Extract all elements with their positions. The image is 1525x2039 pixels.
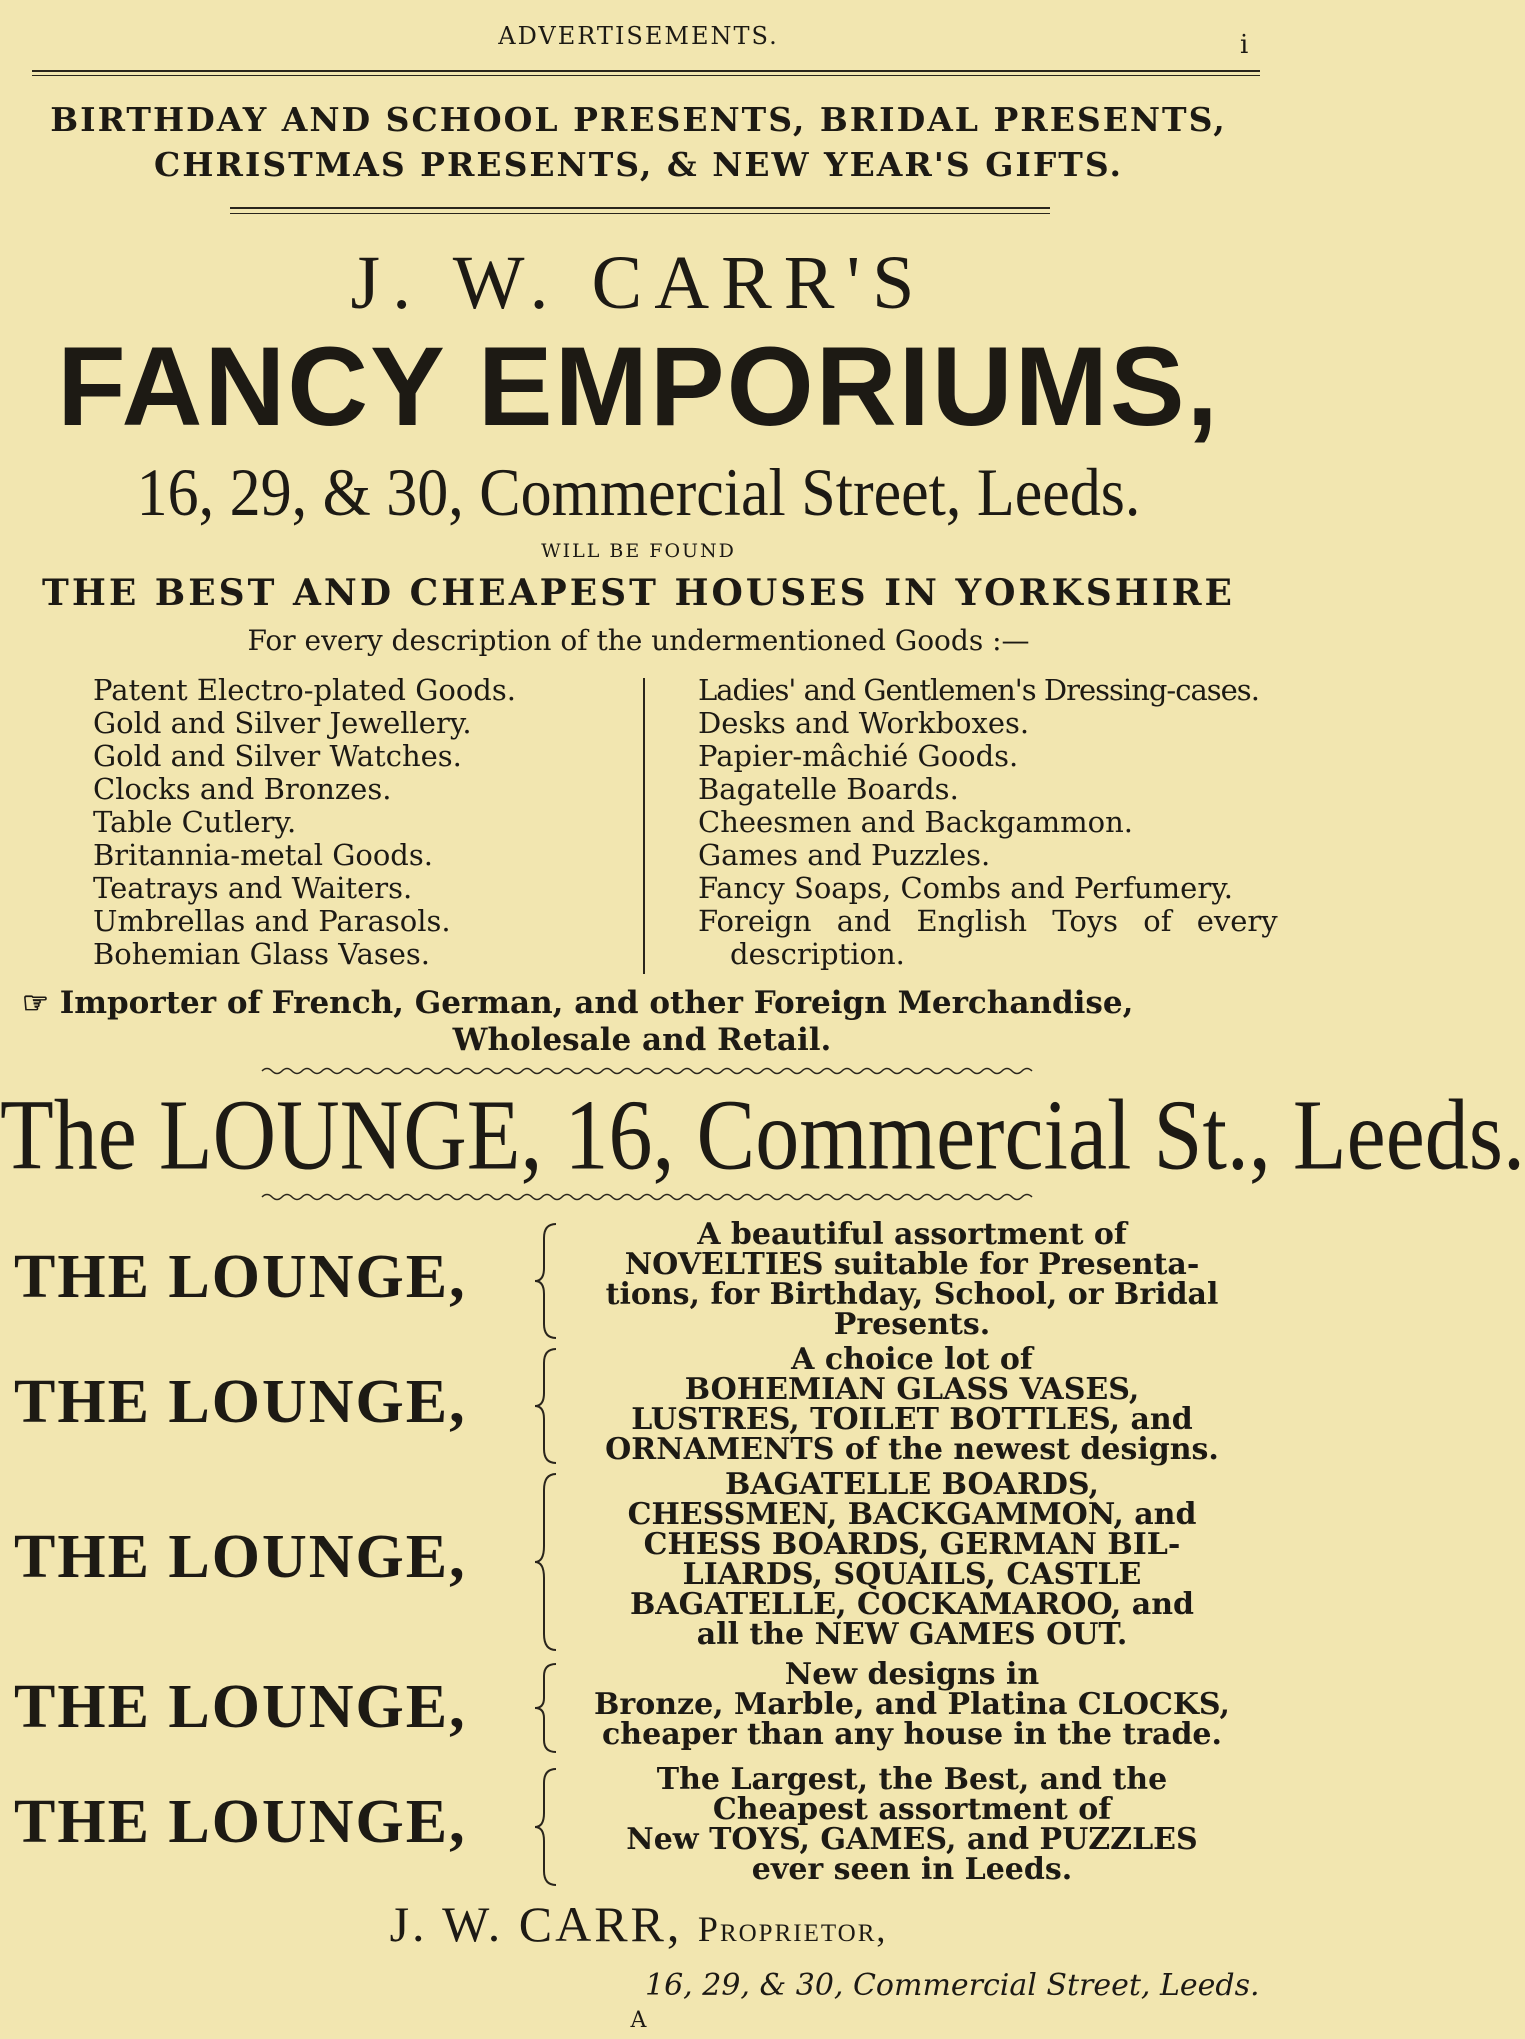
importer-line-2: Wholesale and Retail. <box>452 1022 832 1058</box>
emporium-title: FANCY EMPORIUMS, <box>57 324 1220 449</box>
curly-brace <box>532 1767 560 1887</box>
lounge-line: LUSTRES, TOILET BOTTLES, and <box>631 1402 1193 1437</box>
lounge-row <box>14 1657 1264 1755</box>
goods-item: Foreign and English Toys of every <box>698 904 1278 938</box>
lounge-line: NOVELTIES suitable for Presenta- <box>624 1247 1200 1282</box>
lounge-line: New designs in <box>784 1657 1040 1692</box>
lounge-line: tions, for Birthday, School, or Bridal <box>605 1277 1219 1312</box>
importer-notice <box>22 985 1262 1058</box>
goods-item: Britannia-metal Goods. <box>93 838 433 872</box>
goods-list-right <box>698 673 1278 971</box>
lounge-row <box>14 1217 1264 1342</box>
lounge-line: BAGATELLE, COCKAMAROO, and <box>629 1587 1195 1622</box>
lounge-line: BOHEMIAN GLASS VASES, <box>684 1372 1140 1407</box>
curly-brace <box>532 1472 560 1652</box>
lounge-line: LIARDS, SQUAILS, CASTLE <box>682 1557 1142 1592</box>
goods-item: description. <box>730 937 905 971</box>
banner-rule-thin <box>230 213 1050 214</box>
goods-column-divider <box>643 678 645 974</box>
wavy-rule-top <box>262 1066 1032 1076</box>
lounge-label: THE LOUNGE, <box>14 1788 467 1856</box>
goods-item: Table Cutlery. <box>93 805 297 839</box>
lounge-line: BAGATELLE BOARDS, <box>725 1467 1099 1502</box>
proprietor-title: J. W. CARR'S <box>350 241 927 325</box>
goods-item: Gold and Silver Watches. <box>93 739 462 773</box>
lounge-description <box>562 1217 1262 1342</box>
footer-proprietor <box>0 1895 1277 1953</box>
goods-item: Gold and Silver Jewellery. <box>93 706 472 740</box>
lounge-description <box>562 1657 1262 1752</box>
signature-mark: A <box>630 2008 647 2033</box>
banner-line-1: BIRTHDAY AND SCHOOL PRESENTS, BRIDAL PRESENTS, <box>50 100 1227 139</box>
goods-item: Bagatelle Boards. <box>698 772 959 806</box>
best-houses-line: THE BEST AND CHEAPEST HOUSES IN YORKSHIRE <box>42 572 1235 614</box>
goods-item: Cheesmen and Backgammon. <box>698 805 1133 839</box>
lounge-line: A beautiful assortment of <box>697 1217 1127 1252</box>
goods-item: Fancy Soaps, Combs and Perfumery. <box>698 871 1233 905</box>
lounge-label: THE LOUNGE, <box>14 1243 467 1311</box>
pointing-hand-icon: ☞ <box>22 986 49 1021</box>
goods-item: Umbrellas and Parasols. <box>93 904 451 938</box>
lounge-line: all the NEW GAMES OUT. <box>696 1617 1128 1652</box>
importer-line-1: Importer of French, German, and other Foreign Merchandise, <box>59 985 1134 1021</box>
lounge-description <box>562 1762 1262 1887</box>
lounge-line: The Largest, the Best, and the <box>656 1762 1168 1797</box>
lounge-line: New TOYS, GAMES, and PUZZLES <box>626 1822 1198 1857</box>
lounge-row <box>14 1342 1264 1467</box>
goods-item: Desks and Workboxes. <box>698 706 1030 740</box>
footer-role: Proprietor, <box>697 1909 888 1949</box>
head-rule <box>32 70 1260 72</box>
lounge-line: ever seen in Leeds. <box>751 1852 1073 1887</box>
goods-item: Clocks and Bronzes. <box>93 772 392 806</box>
curly-brace <box>532 1222 560 1340</box>
lounge-line: Cheapest assortment of <box>712 1792 1112 1827</box>
goods-item: Ladies' and Gentlemen's Dressing-cases. <box>698 673 1259 707</box>
goods-item: Bohemian Glass Vases. <box>93 937 430 971</box>
lounge-line: Bronze, Marble, and Platina CLOCKS, <box>594 1687 1230 1722</box>
lounge-line: Presents. <box>833 1307 991 1342</box>
lounge-label: THE LOUNGE, <box>14 1673 467 1741</box>
wavy-rule-bottom <box>262 1192 1032 1202</box>
goods-item: Teatrays and Waiters. <box>93 871 413 905</box>
goods-intro-line: For every description of the undermentioned Goods :— <box>247 624 1030 657</box>
page-number: i <box>1240 30 1249 60</box>
curly-brace <box>532 1662 560 1754</box>
footer-address: 16, 29, & 30, Commercial Street, Leeds. <box>645 1968 1260 2003</box>
lounge-line: cheaper than any house in the trade. <box>602 1717 1222 1752</box>
goods-item: Games and Puzzles. <box>698 838 991 872</box>
lounge-row <box>14 1762 1264 1890</box>
goods-item: Papier-mâchié Goods. <box>698 739 1019 773</box>
lounge-row <box>14 1467 1264 1655</box>
lounge-description <box>562 1342 1262 1467</box>
banner-line-2: CHRISTMAS PRESENTS, & NEW YEAR'S GIFTS. <box>154 145 1123 184</box>
lounge-line: CHESSMEN, BACKGAMMON, and <box>627 1497 1197 1532</box>
lounge-line: A choice lot of <box>791 1342 1033 1377</box>
curly-brace <box>532 1347 560 1465</box>
lounge-label: THE LOUNGE, <box>14 1368 467 1436</box>
lounge-line: CHESS BOARDS, GERMAN BIL- <box>643 1527 1181 1562</box>
footer-name: J. W. CARR, <box>389 1896 683 1952</box>
lounge-label: THE LOUNGE, <box>14 1523 467 1591</box>
goods-list-left <box>93 674 633 971</box>
lounge-line: ORNAMENTS of the newest designs. <box>605 1432 1219 1467</box>
lounge-title: The LOUNGE, 16, Commercial St., Leeds. <box>0 1079 1525 1192</box>
banner-rule <box>230 207 1050 209</box>
head-rule-thin <box>32 75 1260 76</box>
address-line: 16, 29, & 30, Commercial Street, Leeds. <box>136 455 1141 531</box>
found-line: WILL BE FOUND <box>541 540 736 562</box>
running-head: ADVERTISEMENTS. <box>498 22 779 50</box>
lounge-description <box>562 1467 1262 1652</box>
goods-item: Patent Electro-plated Goods. <box>93 673 516 707</box>
